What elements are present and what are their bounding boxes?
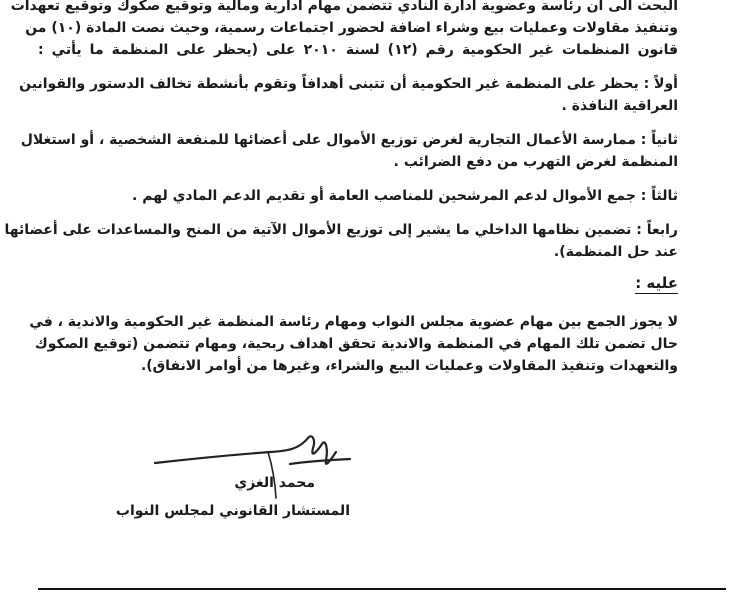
intro-line-3: قانون المنظمات غير الحكومية رقم (١٢) لسنة ٢٠١٠ على (يحظر على المنظمة ما يأتي :: [38, 42, 679, 58]
item-second-line-1: ثانياً : ممارسة الأعمال التجارية لغرض توزيع الأموال على أعضائها للمنفعة الشخصية ، أو استغلال: [20, 132, 678, 148]
item-first-line-1: أولاً : يحظر على المنظمة غير الحكومية أن تتبنى أهدافاً وتقوم بأنشطة تخالف الدستور والقوانين: [19, 76, 678, 92]
item-second-line-2: المنظمة لغرض التهرب من دفع الضرائب .: [393, 154, 678, 170]
intro-line-2: وتنفيذ مقاولات وعمليات بيع وشراء اضافة لحضور اجتماعات رسمية، وحيث نصت المادة (١٠) من: [25, 20, 678, 36]
item-first-line-2: العراقية النافذة .: [561, 98, 678, 114]
footer-rule: [38, 588, 726, 590]
item-fourth-line-2: عند حل المنظمة).: [553, 244, 678, 260]
item-fourth-line-1: رابعاً : تضمين نظامها الداخلي ما يشير إلى توزيع الأموال الآتية من المنح والمساعدات على أعضائها: [4, 222, 678, 238]
conclusion-line-3: والتعهدات وتنفيذ المقاولات وعمليات البيع والشراء، وغيرها من أوامر الانفاق).: [140, 358, 678, 374]
conclusion-line-1: لا يجوز الجمع بين مهام عضوية مجلس النواب ومهام رئاسة المنظمة غير الحكومية والاندية ، في: [29, 314, 678, 330]
conclusion-line-2: حال تضمن تلك المهام في المنظمة والاندية تحقق اهداف ربحية، ومهام تتضمن (توقيع الصكوك: [34, 336, 678, 352]
signatory-name: محمد الغزي: [234, 475, 315, 491]
conclusion-heading: عليه :: [635, 274, 678, 292]
signature-block: [115, 430, 380, 530]
intro-line-1: البحث الى ان رئاسة وعضوية ادارة النادي تتضمن مهام ادارية ومالية وتوقيع صكوك وتوقيع تعهدات: [10, 0, 678, 14]
item-third-line-1: ثالثاً : جمع الأموال لدعم المرشحين للمناصب العامة أو تقديم الدعم المادي لهم .: [132, 188, 678, 204]
signatory-title: المستشار القانوني لمجلس النواب: [115, 503, 350, 519]
